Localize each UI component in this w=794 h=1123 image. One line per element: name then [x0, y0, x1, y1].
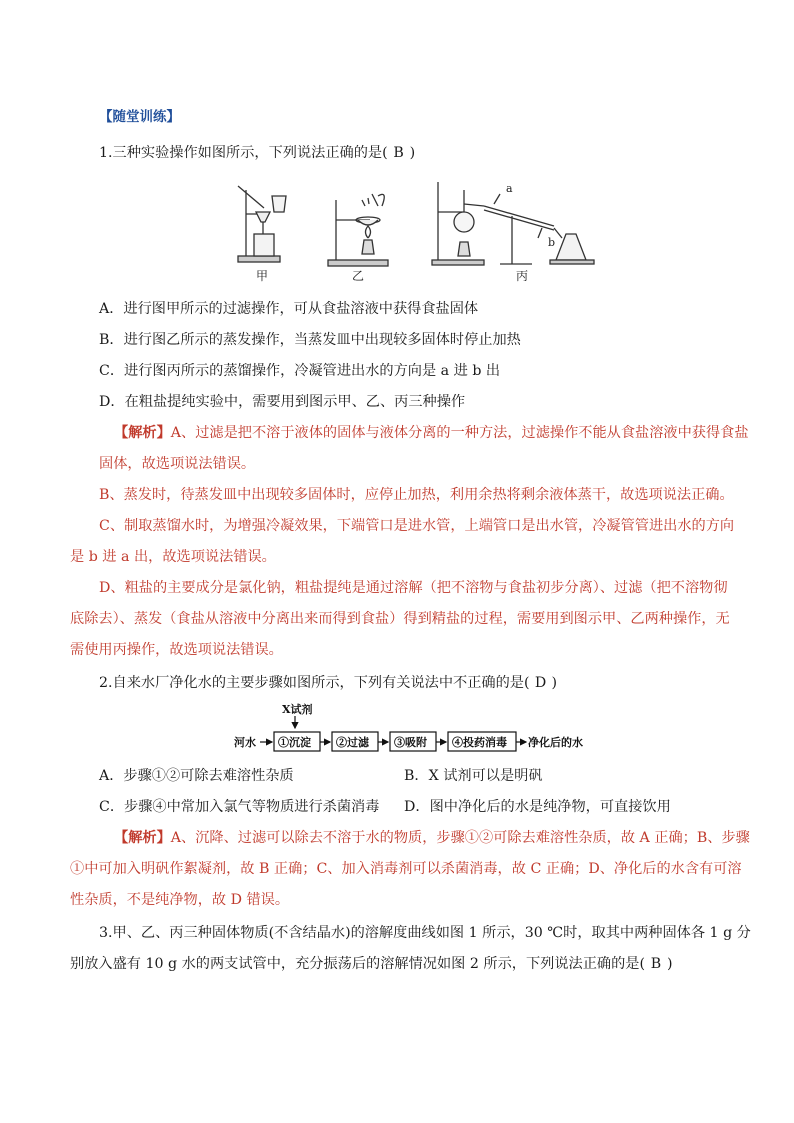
- q1-analysis-line-8: 需使用丙操作，故选项说法错误。: [70, 642, 283, 658]
- filtration-apparatus: [238, 186, 286, 262]
- flow-start: 河水: [234, 736, 256, 749]
- flow-step-4: ④投药消毒: [452, 736, 507, 749]
- flow-step-2: ②过滤: [336, 736, 369, 749]
- analysis-text: A、沉降、过滤可以除去不溶于水的物质，步骤①②可除去难溶性杂质，故 A 正确；B、步骤: [170, 830, 750, 846]
- q2-option-c: C．步骤④中常加入氯气等物质进行杀菌消毒: [99, 799, 380, 815]
- q1-analysis-line-5: 是 b 进 a 出，故选项说法错误。: [70, 549, 276, 565]
- q2-option-a: A．步骤①②可除去难溶性杂质: [99, 768, 294, 784]
- fig-label-jia: 甲: [256, 269, 269, 283]
- q2-analysis-line-2: ①中可加入明矾作絮凝剂，故 B 正确；C、加入消毒剂可以杀菌消毒，故 C 正确；D、净化后的水含有可溶: [70, 861, 742, 877]
- q3-stem-line-1: 3.甲、乙、丙三种固体物质(不含结晶水)的溶解度曲线如图 1 所示，30 ℃时，取其中两种固体各 1 g 分: [99, 925, 751, 941]
- fig-label-a: a: [506, 182, 513, 195]
- q1-analysis-line-7: 底除去）、蒸发（食盐从溶液中分离出来而得到食盐）得到精盐的过程，需要用到图示甲、乙两种操作，无: [70, 611, 730, 627]
- analysis-tag: 【解析】: [114, 830, 171, 846]
- flow-end: 净化后的水: [528, 736, 583, 749]
- fig-label-yi: 乙: [352, 269, 365, 283]
- fig-label-bing: 丙: [516, 269, 529, 283]
- analysis-text: A、过滤是把不溶于液体的固体与液体分离的一种方法，过滤操作不能从食盐溶液中获得食盐: [170, 425, 749, 441]
- evaporation-apparatus: [328, 194, 388, 266]
- q1-option-b: B．进行图乙所示的蒸发操作，当蒸发皿中出现较多固体时停止加热: [99, 332, 521, 348]
- q1-analysis-line-6: D、粗盐的主要成分是氯化钠，粗盐提纯是通过溶解（把不溶物与食盐初步分离）、过滤（把不溶物彻: [99, 580, 728, 596]
- q3-stem-line-2: [70, 955, 673, 973]
- q1-analysis-line-1: [114, 424, 749, 442]
- q2-analysis-line-3: 性杂质，不是纯净物，故 D 错误。: [70, 892, 290, 908]
- q3-stem-text: 别放入盛有 10 g 水的两支试管中，充分振荡后的溶解情况如图 2 所示，下列说法正确的是(: [70, 956, 645, 972]
- lab-operations-figure: [232, 176, 598, 284]
- q3-answer: B: [650, 956, 662, 972]
- distillation-apparatus: [432, 182, 594, 265]
- water-treatment-flow-diagram: [232, 702, 592, 754]
- q1-analysis-line-4: C、制取蒸馏水时，为增强冷凝效果，下端管口是进水管，上端管口是出水管，冷凝管管进出水的方向: [99, 518, 735, 534]
- q1-stem-text: 1.三种实验操作如图所示，下列说法正确的是(: [99, 145, 388, 161]
- q2-stem-text: 2.自来水厂净化水的主要步骤如图所示，下列有关说法中不正确的是(: [99, 675, 530, 691]
- q1-answer: B: [393, 145, 404, 161]
- q2-answer: D: [534, 675, 547, 691]
- analysis-tag: 【解析】: [114, 425, 171, 441]
- q2-option-b: B．X 试剂可以是明矾: [404, 768, 543, 784]
- q1-stem-close: ): [409, 145, 416, 161]
- q1-stem: [99, 144, 415, 162]
- q2-stem: [99, 674, 557, 692]
- flow-step-3: ③吸附: [394, 736, 427, 749]
- fig-label-b: b: [548, 236, 556, 249]
- flow-step-1: ①沉淀: [278, 736, 311, 749]
- q1-analysis-line-2: 固体，故选项说法错误。: [99, 456, 256, 472]
- q1-analysis-line-3: B、蒸发时，待蒸发皿中出现较多固体时，应停止加热，利用余热将剩余液体蒸干，故选项说法正确。: [99, 487, 734, 503]
- q2-option-d: D．图中净化后的水是纯净物，可直接饮用: [404, 799, 671, 815]
- section-title: 【随堂训练】: [99, 109, 180, 125]
- q1-option-d: D．在粗盐提纯实验中，需要用到图示甲、乙、丙三种操作: [99, 394, 466, 410]
- q2-analysis-line-1: [114, 829, 750, 847]
- q1-option-a: A．进行图甲所示的过滤操作，可从食盐溶液中获得食盐固体: [99, 301, 479, 317]
- q1-option-c: C．进行图丙所示的蒸馏操作，冷凝管进出水的方向是 a 进 b 出: [99, 363, 501, 379]
- q3-stem-close: ): [667, 956, 673, 972]
- q2-stem-close: ): [551, 675, 558, 691]
- flow-reagent: X试剂: [282, 703, 313, 716]
